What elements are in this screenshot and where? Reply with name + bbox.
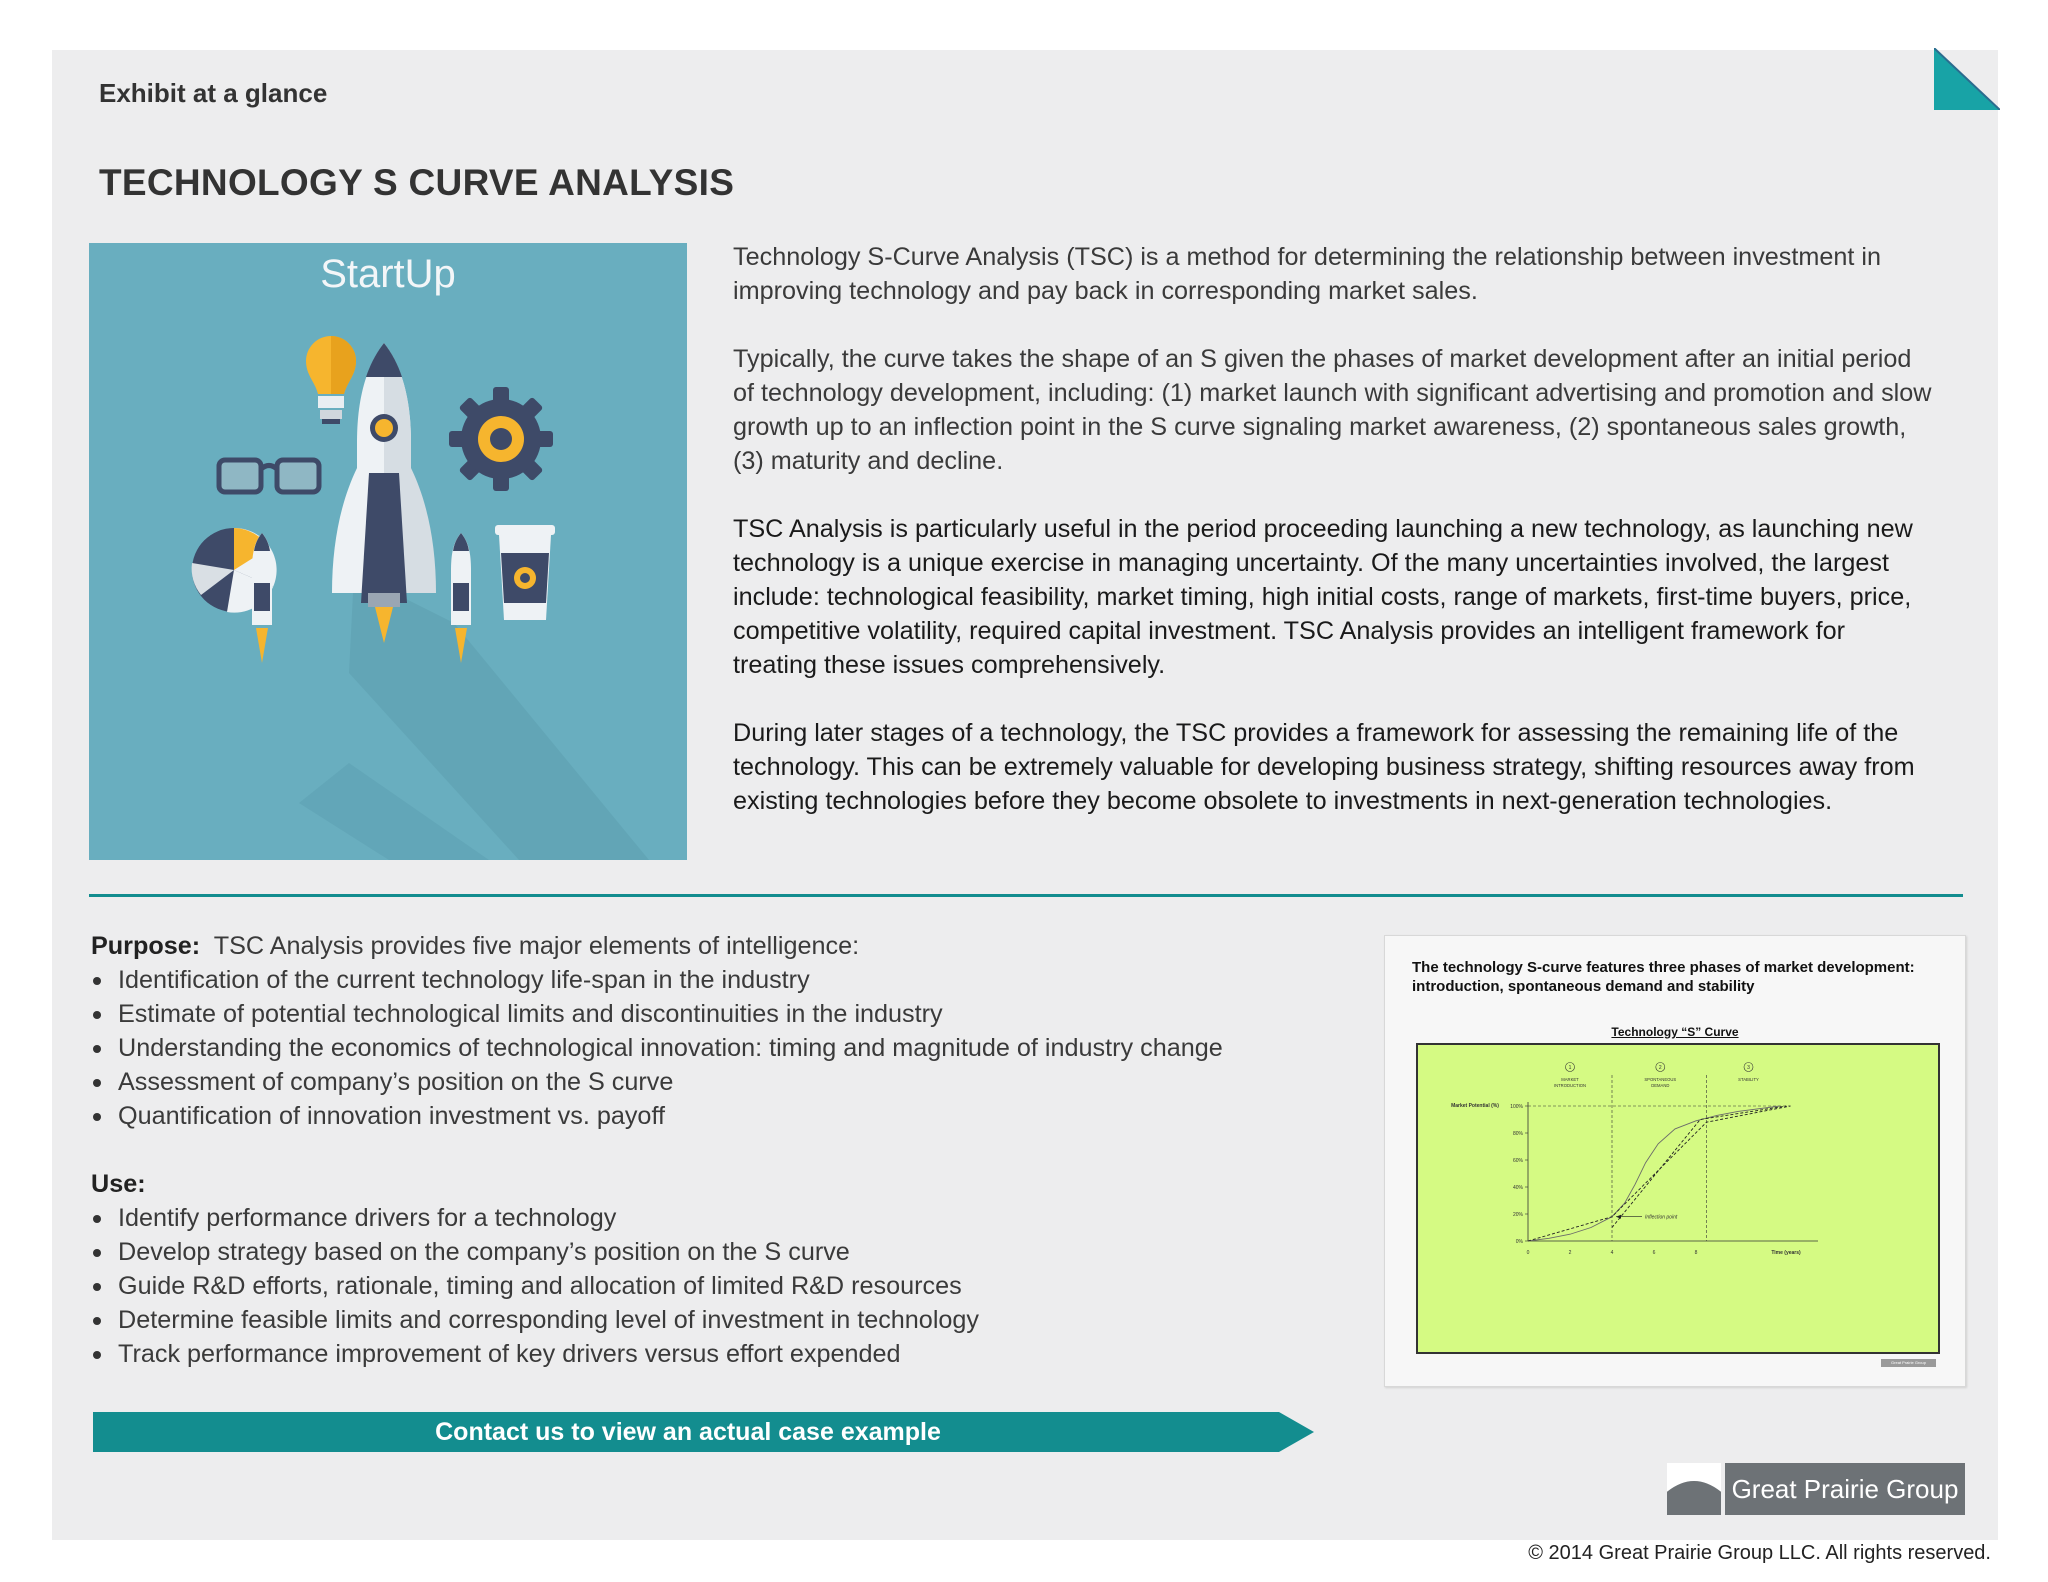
phase-number: 1 [1568,1065,1572,1071]
s-curve-trend-line [1612,1106,1786,1228]
purpose-lead: TSC Analysis provides five major elements of intelligence: [213,932,860,960]
purpose-heading: Purpose: [91,932,201,960]
purpose-item: Understanding the economics of technological innovation: timing and magnitude of industry change [91,1031,1341,1065]
x-axis-label: Time (years) [1771,1250,1801,1256]
kicker-label: Exhibit at a glance [99,78,328,108]
thumbnail-brand: Great Prairie Group [1881,1359,1936,1367]
section-divider [89,894,1963,897]
x-tick-label: 4 [1610,1250,1614,1256]
purpose-heading-line [91,929,1341,963]
use-item: Develop strategy based on the company’s position on the S curve [91,1235,1341,1269]
y-tick-label: 80% [1512,1131,1523,1137]
x-tick-label: 2 [1568,1250,1572,1256]
purpose-use-lists [91,929,1341,1405]
startup-illustration [89,243,687,860]
intro-paragraph-1: Technology S-Curve Analysis (TSC) is a method for determining the relationship between investment in improving technology and pay back in corresponding market sales. [733,243,1881,305]
phase-number: 3 [1747,1065,1750,1071]
y-axis-label: Market Potential (%) [1451,1103,1499,1109]
side-rocket-left-icon [252,533,272,663]
phase-label: INTRODUCTION [1553,1083,1587,1088]
use-heading-line [91,1167,1341,1201]
hero-caption-box [89,243,687,303]
hero-caption: StartUp [320,252,456,296]
light-bulb-icon [306,336,356,424]
purpose-item: Estimate of potential technological limits and discontinuities in the industry [91,997,1341,1031]
use-item: Identify performance drivers for a technology [91,1201,1341,1235]
intro-paragraph-2: Typically, the curve takes the shape of an S given the phases of market development after an initial period of technology development, including: (1) market launch with significant advertising and promotion and slow growth up to an inflection point in the S curve signaling market awareness, (2) spontaneous sales growth, (3) maturity and decline. [733,345,1932,475]
x-tick-label: 6 [1652,1250,1656,1256]
corner-tab-icon [1934,48,2000,110]
logo-wordmark: Great Prairie Group [1725,1463,1965,1515]
s-curve-thumbnail [1384,935,1966,1387]
y-tick-label: 40% [1512,1185,1523,1191]
company-logo [1667,1463,1965,1515]
contact-cta-button[interactable] [93,1412,1314,1452]
intro-text [733,240,1933,852]
use-item: Determine feasible limits and corresponding level of investment in technology [91,1303,1341,1337]
phase-label: SPONTANEOUS [1644,1077,1677,1082]
s-curve-trend-line [1528,1106,1791,1241]
purpose-item: Identification of the current technology life-span in the industry [91,963,1341,997]
phase-number: 2 [1658,1065,1662,1071]
chart-title: Technology “S” Curve [1611,1025,1739,1039]
purpose-item: Quantification of innovation investment vs. payoff [91,1099,1341,1133]
phase-label: DEMAND [1651,1083,1670,1088]
rocket-icon [332,343,436,643]
purpose-list [91,963,1341,1133]
y-tick-label: 60% [1512,1158,1523,1164]
phase-label: STABILITY [1738,1077,1759,1082]
use-item: Track performance improvement of key drivers versus effort expended [91,1337,1341,1371]
purpose-item: Assessment of company’s position on the S curve [91,1065,1341,1099]
phase-label: MARKET [1561,1077,1579,1082]
y-tick-label: 100% [1510,1104,1523,1110]
cta-label: Contact us to view an actual case example [435,1418,941,1446]
y-tick-label: 0% [1515,1239,1523,1245]
use-item: Guide R&D efforts, rationale, timing and allocation of limited R&D resources [91,1269,1341,1303]
use-heading: Use: [91,1170,146,1198]
intro-paragraph-4: During later stages of a technology, the TSC provides a framework for assessing the remaining life of the technology. This can be extremely valuable for developing business strategy, shifting resources away from existing technologies before they become obsolete to investments in next-generation technologies. [733,719,1915,815]
inflection-arrow-head [1616,1215,1621,1219]
copyright-notice: © 2014 Great Prairie Group LLC. All rights reserved. [1528,1542,1991,1564]
s-curve-line [1528,1106,1780,1241]
inflection-label: Inflection point [1645,1214,1678,1221]
chart-plot-area [1416,1043,1940,1354]
prairie-mark-icon [1667,1463,1721,1515]
x-tick-label: 8 [1694,1250,1698,1256]
y-tick-label: 20% [1512,1212,1523,1218]
s-curve-chart [1418,1045,1938,1352]
coffee-cup-icon [495,525,555,620]
thumbnail-caption: The technology S-curve features three phases of market development: introduction, spontaneous demand and stability [1412,959,1915,995]
intro-paragraph-3: TSC Analysis is particularly useful in the period proceeding launching a new technology, as launching new technology is a unique exercise in managing uncertainty. Of the many uncertainties involved, the largest include: technological feasibility, market timing, high initial costs, range of markets, first-time buyers, price, competitive volatility, required capital investment. TSC Analysis provides an intelligent framework for treating these issues comprehensively. [733,515,1913,679]
page-title: TECHNOLOGY S CURVE ANALYSIS [99,162,735,203]
x-tick-label: 0 [1526,1250,1530,1256]
use-list [91,1201,1341,1371]
glasses-icon [219,460,319,492]
gear-icon [449,387,553,491]
